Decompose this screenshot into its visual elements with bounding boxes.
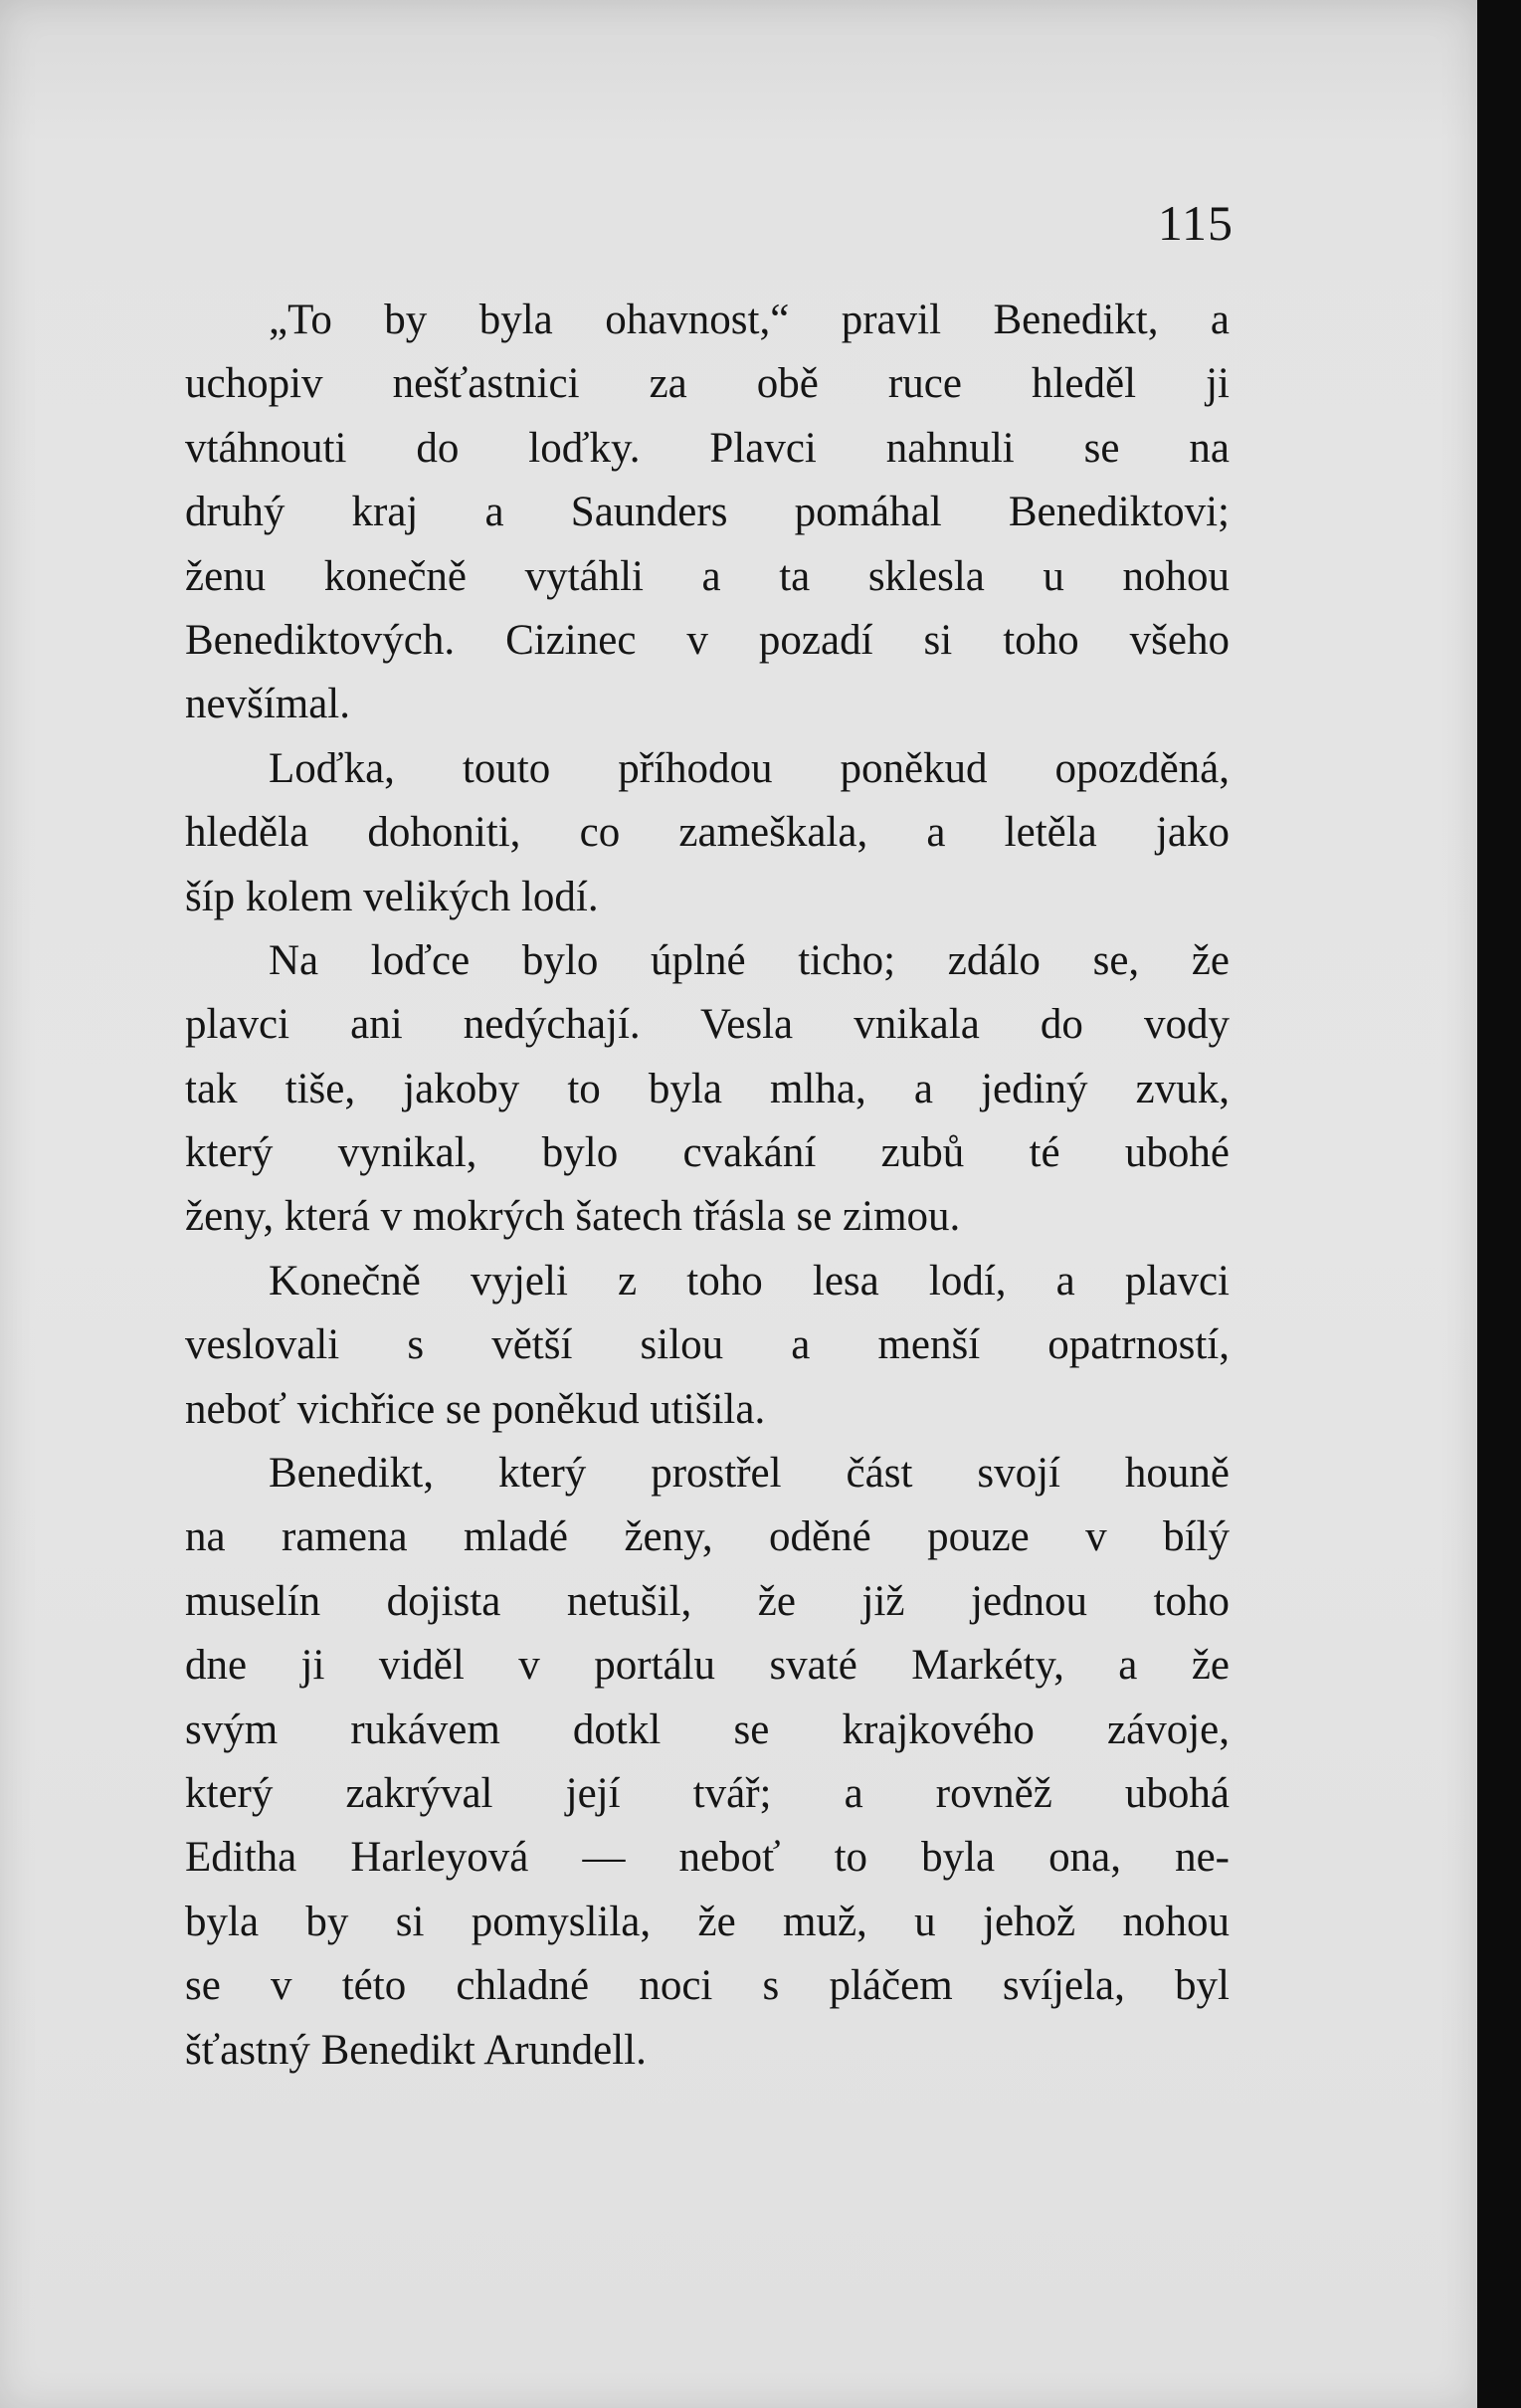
body-text bbox=[185, 289, 1230, 2083]
text-line: tak tiše, jakoby to byla mlha, a jediný zvuk, bbox=[185, 1065, 1230, 1112]
paragraph bbox=[185, 289, 1230, 737]
text-line: který vynikal, bylo cvakání zubů té ubohé bbox=[185, 1129, 1230, 1177]
text-line: který zakrýval její tvář; a rovněž ubohá bbox=[185, 1769, 1230, 1817]
paragraph bbox=[185, 1250, 1230, 1442]
text-line: Editha Harleyová — neboť to byla ona, ne- bbox=[185, 1834, 1230, 1882]
page-number: 115 bbox=[1157, 195, 1234, 251]
text-line: Konečně vyjeli z toho lesa lodí, a plavci bbox=[269, 1257, 1230, 1304]
text-line: byla by si pomyslila, že muž, u jehož nohou bbox=[185, 1898, 1230, 1945]
text-line: muselín dojista netušil, že již jednou toho bbox=[185, 1577, 1230, 1625]
text-line: Benediktových. Cizinec v pozadí si toho všeho bbox=[185, 616, 1230, 664]
text-line: se v této chladné noci s pláčem svíjela, byl bbox=[185, 1962, 1230, 2010]
text-line: vtáhnouti do loďky. Plavci nahnuli se na bbox=[185, 424, 1230, 472]
text-line: na ramena mladé ženy, oděné pouze v bílý bbox=[185, 1513, 1230, 1561]
text-line: ženy, která v mokrých šatech třásla se zimou. bbox=[185, 1193, 961, 1241]
text-line: Benedikt, který prostřel část svojí houně bbox=[269, 1450, 1230, 1498]
text-line: neboť vichřice se poněkud utišila. bbox=[185, 1385, 766, 1433]
text-line: Loďka, touto příhodou poněkud opozděná, bbox=[269, 744, 1230, 792]
scan-edge bbox=[1477, 0, 1521, 2408]
text-line: nevšímal. bbox=[185, 681, 350, 728]
text-line: druhý kraj a Saunders pomáhal Benediktovi; bbox=[185, 489, 1230, 536]
text-line: svým rukávem dotkl se krajkového závoje, bbox=[185, 1706, 1230, 1753]
paragraph bbox=[185, 737, 1230, 929]
text-line: hleděla dohoniti, co zameškala, a letěla jako bbox=[185, 809, 1230, 857]
paragraph bbox=[185, 1442, 1230, 2083]
text-line: „To by byla ohavnost,“ pravil Benedikt, a bbox=[269, 297, 1230, 343]
text-line: šíp kolem velikých lodí. bbox=[185, 873, 599, 920]
text-line: plavci ani nedýchají. Vesla vnikala do vody bbox=[185, 1001, 1230, 1049]
text-line: Na loďce bylo úplné ticho; zdálo se, že bbox=[269, 936, 1230, 984]
text-line: uchopiv nešťastnici za obě ruce hleděl ji bbox=[185, 360, 1230, 408]
paragraph bbox=[185, 929, 1230, 1250]
text-line: veslovali s větší silou a menší opatrností, bbox=[185, 1321, 1230, 1369]
text-line: ženu konečně vytáhli a ta sklesla u nohou bbox=[185, 552, 1230, 600]
text-line: šťastný Benedikt Arundell. bbox=[185, 2026, 647, 2074]
text-line: dne ji viděl v portálu svaté Markéty, a že bbox=[185, 1642, 1230, 1690]
